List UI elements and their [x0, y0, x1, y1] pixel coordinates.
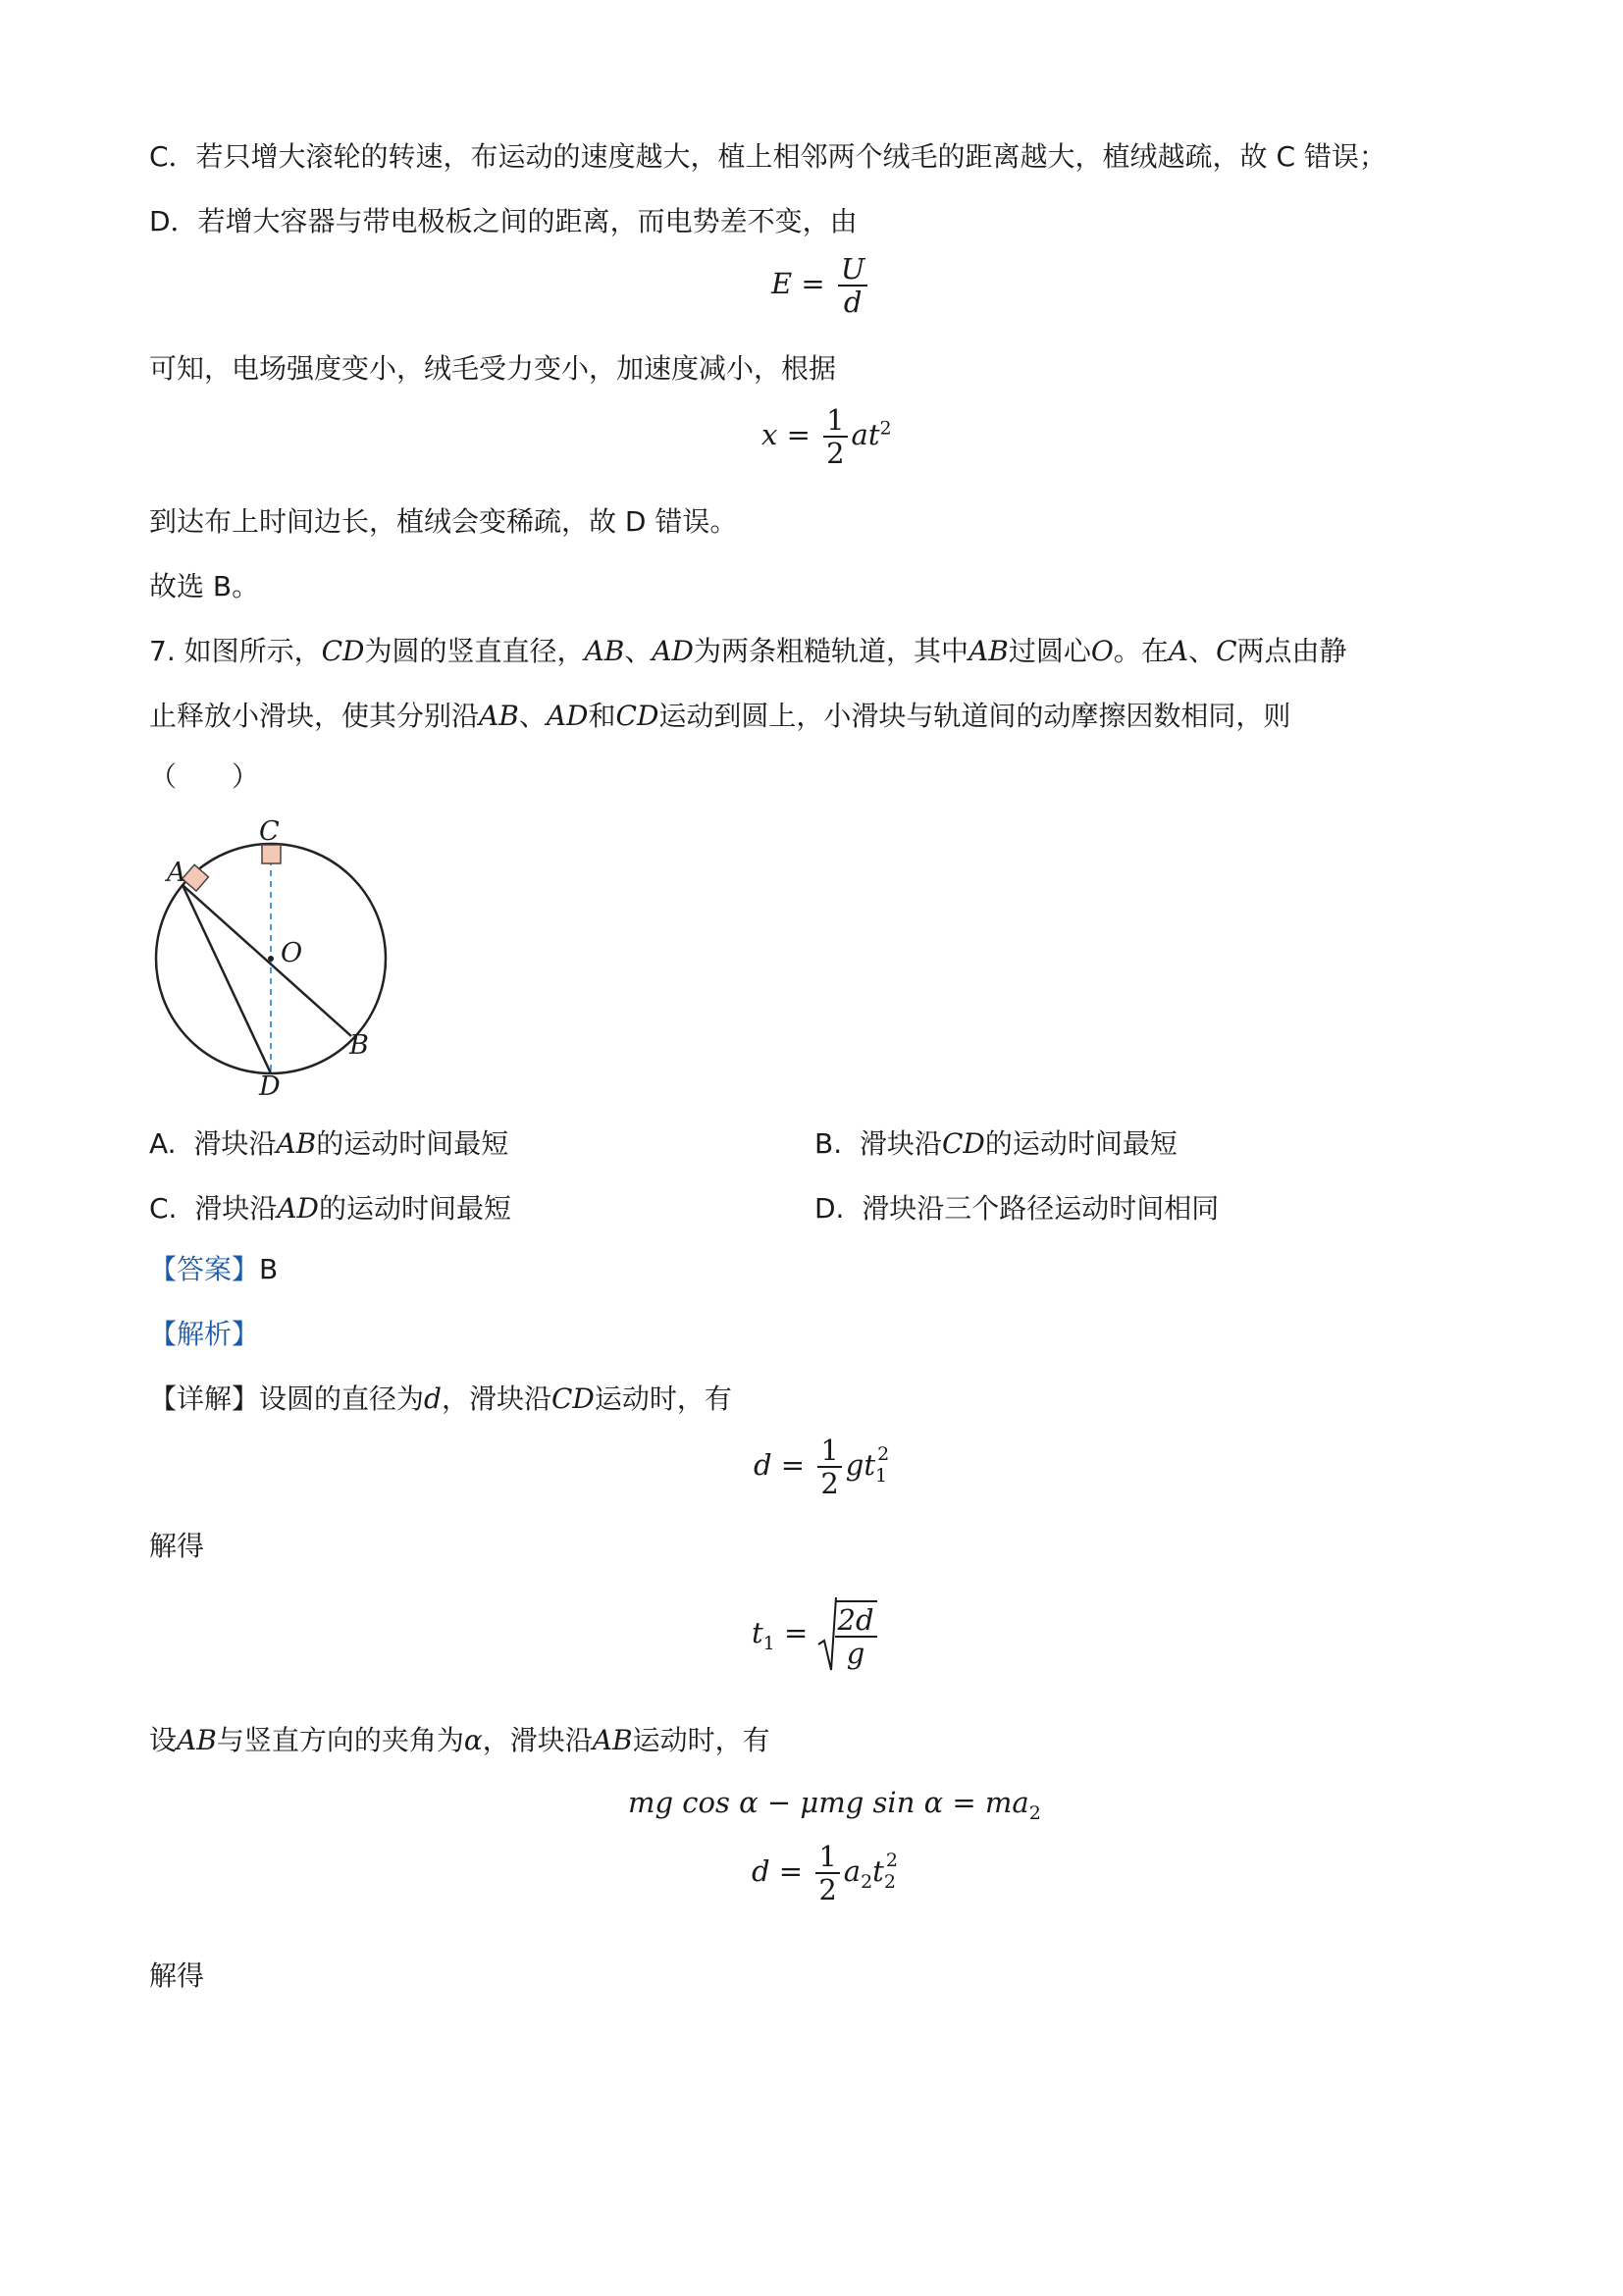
question-7-line-1: 7. 如图所示，CD为圆的竖直直径，AB、AD为两条粗糙轨道，其中AB过圆心O。在A、C两点由静: [149, 635, 1347, 667]
detail-line: 【详解】设圆的直径为d，滑块沿CD运动时，有: [149, 1383, 732, 1415]
label-o: O: [281, 938, 303, 968]
equation-field-strength: E = $\frac{U}{d}$: [771, 253, 871, 318]
question-7-paren: （ ）: [149, 760, 260, 793]
answer-line: 【答案】B: [149, 1253, 279, 1285]
label-d: D: [259, 1071, 281, 1102]
equation-d-incline: d = $\frac{1}{2}$ $a_2t_2^2$: [752, 1840, 898, 1906]
question-7-line-2: 止释放小滑块，使其分别沿AB、AD和CD运动到圆上，小滑块与轨道间的动摩擦因数相同，则: [149, 700, 1291, 732]
option-b[interactable]: B. 滑块沿CD的运动时间最短: [814, 1127, 1178, 1160]
text-solve-2: 解得: [149, 1959, 205, 1992]
block-c: [262, 845, 281, 863]
option-a[interactable]: A. 滑块沿AB的运动时间最短: [149, 1127, 509, 1160]
label-c: C: [259, 816, 280, 847]
text-known: 可知，电场强度变小，绒毛受力变小，加速度减小，根据: [149, 352, 837, 385]
label-a: A: [167, 858, 186, 888]
equation-d-freefall: d = $\frac{1}{2}$ $gt_1^2$: [754, 1434, 890, 1500]
sqrt-sign: [817, 1595, 837, 1674]
text-option-c-explanation: C．若只增大滚轮的转速，布运动的速度越大，植上相邻两个绒毛的距离越大，植绒越疏，故 C 错误；: [149, 140, 1387, 173]
angle-line: 设AB与竖直方向的夹角为α，滑块沿AB运动时，有: [149, 1724, 770, 1756]
equation-displacement: x = $\frac{1}{2}$ $at^2$: [761, 403, 892, 470]
option-c[interactable]: C. 滑块沿AD的运动时间最短: [149, 1192, 511, 1225]
equation-force: mg cos α − μmg $\sin \alpha = ma_2$: [628, 1786, 1041, 1824]
center-point: [268, 956, 274, 962]
label-b: B: [349, 1030, 369, 1061]
text-solve-1: 解得: [149, 1530, 205, 1562]
track-ab: [183, 885, 351, 1036]
equation-t1: $t_1$ = $\frac{2d}{g}$: [752, 1595, 881, 1674]
text-arrive: 到达布上时间边长，植绒会变稀疏，故 D 错误。: [149, 505, 738, 538]
option-d[interactable]: D. 滑块沿三个路径运动时间相同: [814, 1192, 1220, 1225]
text-option-d-explanation: D．若增大容器与带电极板之间的距离，而电势差不变，由: [149, 205, 858, 237]
analysis-heading: 【解析】: [149, 1318, 260, 1350]
text-choose-b: 故选 B。: [149, 570, 260, 602]
